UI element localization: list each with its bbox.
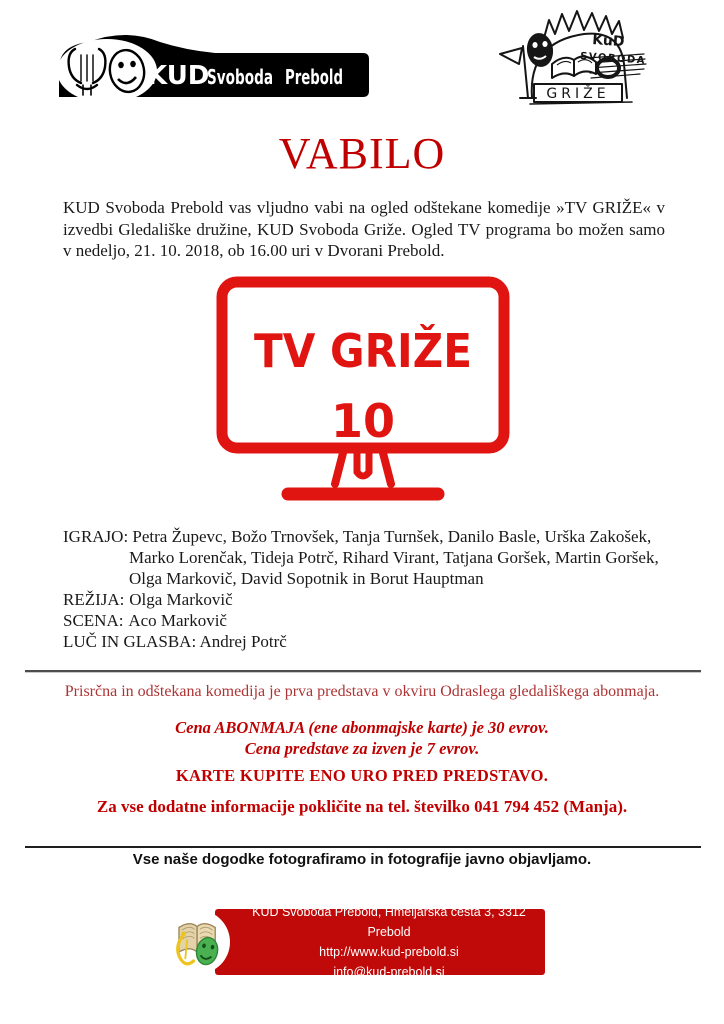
tickets-note: KARTE KUPITE ENO URO PRED PREDSTAVO.: [175, 766, 549, 785]
page-title: VABILO: [278, 129, 446, 178]
logo-left-word-prebold: Prebold: [285, 65, 343, 89]
horizontal-rule: [25, 670, 701, 673]
credit-rezija: [63, 589, 675, 610]
credit-value: Olga Markovič: [129, 590, 233, 609]
kud-svoboda-prebold-logo: [55, 33, 373, 105]
credit-value: Petra Župevc, Božo Trnovšek, Tanja Turnšek, Danilo Basle, Urška Zakošek, Marko Lorenčak, Tideja Potrč, Rihard Virant, Tatjana Goršek, Martin Goršek, Olga Markovič, David Sopotnik in Borut Hauptman: [129, 527, 659, 588]
footer-contact-bar: [215, 905, 545, 979]
intro-paragraph: KUD Svoboda Prebold vas vljudno vabi na ogled odštekane komedije »TV GRIŽE« v izvedbi Gledališke družine, KUD Svoboda Griže. Ogled TV programa bo možen samo v nedeljo, 21. 10. 2018, ob 16.00 uri v Dvorani Prebold.: [63, 198, 665, 260]
footer-email: info@kud-prebold.si: [333, 965, 445, 979]
tragedy-mask-icon: [525, 31, 555, 68]
credit-luc-in-glasba: [63, 631, 675, 652]
contact-note: Za vse dodatne informacije pokličite na tel. številko 041 794 452 (Manja).: [96, 797, 628, 816]
logo-left-word-svoboda: Svoboda: [207, 65, 273, 89]
footer-logo: [166, 910, 230, 974]
credit-value: Aco Markovič: [128, 611, 227, 630]
kud-svoboda-grize-logo: [492, 6, 668, 114]
credit-value: Andrej Potrč: [199, 632, 287, 651]
photo-notice: Vse naše dogodke fotografiramo in fotografije javno objavljamo.: [132, 851, 592, 868]
credit-label: REŽIJA:: [63, 590, 125, 609]
pricing-block: [0, 717, 724, 759]
tv-number-text: 10: [330, 394, 396, 448]
logo-left-word-kud: KUD: [147, 61, 210, 91]
tv-stand: [288, 453, 438, 494]
credit-label: SCENA:: [63, 611, 124, 630]
credits-block: [63, 526, 675, 652]
footer-website: http://www.kud-prebold.si: [319, 945, 459, 959]
tv-title-text: TV GRIŽE: [254, 324, 472, 378]
horizontal-rule-black: [25, 846, 701, 848]
logo-right-kud-text: KuD: [591, 32, 625, 51]
kud-svoboda-prebold-logo-graphic: [55, 33, 373, 105]
abonma-announcement: Prisrčna in odštekana komedija je prva predstava v okviru Odraslega gledališkega abonmaja.: [64, 683, 660, 700]
credit-scena: [63, 610, 675, 631]
credit-label: IGRAJO:: [63, 527, 129, 546]
price-line-abonma: Cena ABONMAJA (ene abonmajske karte) je 30 evrov.: [175, 718, 549, 737]
logo-right-svoboda-text: SVOBODA: [579, 51, 647, 67]
kud-svoboda-grize-logo-graphic: [492, 6, 668, 114]
footer-logo-graphic: [169, 913, 227, 971]
credit-label: LUČ IN GLASBA:: [63, 632, 197, 651]
credit-igrajo: [63, 526, 675, 589]
footer-address: KUD Svoboda Prebold, Hmeljarska cesta 3, 3312 Prebold: [252, 905, 526, 939]
price-line-izven: Cena predstave za izven je 7 evrov.: [244, 739, 480, 758]
logo-right-grize-text: GRIŽE: [546, 86, 610, 102]
tv-icon: [212, 272, 514, 512]
tv-grize-graphic: [212, 272, 514, 512]
